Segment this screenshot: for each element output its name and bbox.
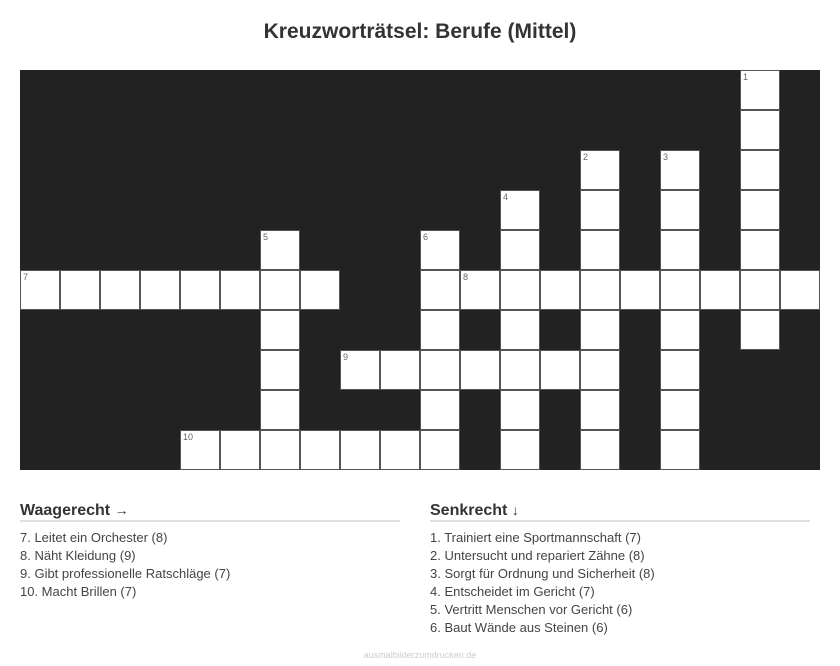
down-clue: 1. Trainiert eine Sportmannschaft (7) xyxy=(430,530,641,545)
page-title: Kreuzworträtsel: Berufe (Mittel) xyxy=(263,20,577,43)
crossword-cell[interactable] xyxy=(740,270,780,310)
crossword-cell[interactable] xyxy=(420,230,460,270)
crossword-cell[interactable] xyxy=(660,430,700,470)
down-clue-list xyxy=(430,529,810,637)
crossword-cell[interactable] xyxy=(140,270,180,310)
crossword-cell[interactable] xyxy=(260,390,300,430)
crossword-cell[interactable] xyxy=(220,430,260,470)
clue-number: 4 xyxy=(503,192,509,202)
down-clue: 2. Untersucht und repariert Zähne (8) xyxy=(430,548,645,563)
crossword-cell[interactable] xyxy=(580,310,620,350)
crossword-cell[interactable] xyxy=(20,270,60,310)
crossword-cell[interactable] xyxy=(580,430,620,470)
clue-number: 6 xyxy=(423,232,429,242)
crossword-cell[interactable] xyxy=(420,350,460,390)
crossword-cell[interactable] xyxy=(660,230,700,270)
crossword-cell[interactable] xyxy=(580,150,620,190)
crossword-cell[interactable] xyxy=(700,270,740,310)
crossword-cell[interactable] xyxy=(660,350,700,390)
crossword-cell[interactable] xyxy=(180,270,220,310)
clue-number: 2 xyxy=(583,152,589,162)
crossword-cell[interactable] xyxy=(260,310,300,350)
clue-number: 1 xyxy=(743,72,749,82)
arrow-right-icon: → xyxy=(114,502,129,518)
down-heading xyxy=(430,500,810,520)
crossword-cell[interactable] xyxy=(260,270,300,310)
crossword-cell[interactable] xyxy=(60,270,100,310)
crossword-cell[interactable] xyxy=(460,270,500,310)
crossword-cell[interactable] xyxy=(580,230,620,270)
crossword-cell[interactable] xyxy=(740,70,780,110)
crossword-cell[interactable] xyxy=(580,350,620,390)
crossword-cell[interactable] xyxy=(660,190,700,230)
crossword-cell[interactable] xyxy=(660,150,700,190)
down-clue: 3. Sorgt für Ordnung und Sicherheit (8) xyxy=(430,566,655,581)
crossword-cell[interactable] xyxy=(540,350,580,390)
footer-credit: ausmalbilderzumdrucken.de xyxy=(363,650,477,660)
crossword-cell[interactable] xyxy=(460,350,500,390)
crossword-cell[interactable] xyxy=(420,270,460,310)
crossword-cell[interactable] xyxy=(740,110,780,150)
crossword-cell[interactable] xyxy=(660,310,700,350)
down-heading-label: Senkrecht xyxy=(430,502,508,519)
crossword-grid xyxy=(20,70,820,470)
crossword-cell[interactable] xyxy=(540,270,580,310)
crossword-cell[interactable] xyxy=(260,430,300,470)
crossword-cell[interactable] xyxy=(420,310,460,350)
divider xyxy=(20,520,400,522)
crossword-cell[interactable] xyxy=(780,270,820,310)
arrow-down-icon: ↓ xyxy=(511,502,519,518)
across-clue: 8. Näht Kleidung (9) xyxy=(20,548,136,563)
across-heading-label: Waagerecht xyxy=(20,502,111,519)
across-clue-list xyxy=(20,529,400,601)
crossword-cell[interactable] xyxy=(340,350,380,390)
across-heading xyxy=(20,500,400,520)
crossword-cell[interactable] xyxy=(500,270,540,310)
across-clues-section xyxy=(20,500,400,601)
crossword-cell[interactable] xyxy=(580,390,620,430)
across-clue: 7. Leitet ein Orchester (8) xyxy=(20,530,168,545)
across-clue: 9. Gibt professionelle Ratschläge (7) xyxy=(20,566,231,581)
crossword-cell[interactable] xyxy=(580,190,620,230)
crossword-cell[interactable] xyxy=(660,270,700,310)
crossword-cell[interactable] xyxy=(500,230,540,270)
crossword-cell[interactable] xyxy=(220,270,260,310)
clue-number: 9 xyxy=(343,352,349,362)
crossword-cell[interactable] xyxy=(740,190,780,230)
crossword-cell[interactable] xyxy=(380,430,420,470)
crossword-cell[interactable] xyxy=(180,430,220,470)
across-clue: 10. Macht Brillen (7) xyxy=(20,584,137,599)
crossword-cell[interactable] xyxy=(100,270,140,310)
crossword-cell[interactable] xyxy=(500,310,540,350)
clue-number: 10 xyxy=(183,432,194,442)
crossword-cell[interactable] xyxy=(260,230,300,270)
crossword-cell[interactable] xyxy=(500,350,540,390)
down-clue: 5. Vertritt Menschen vor Gericht (6) xyxy=(430,602,633,617)
crossword-cell[interactable] xyxy=(340,430,380,470)
clue-number: 8 xyxy=(463,272,469,282)
divider xyxy=(430,520,810,522)
crossword-cell[interactable] xyxy=(420,390,460,430)
crossword-cell[interactable] xyxy=(740,310,780,350)
down-clue: 4. Entscheidet im Gericht (7) xyxy=(430,584,595,599)
crossword-cell[interactable] xyxy=(740,150,780,190)
crossword-cell[interactable] xyxy=(380,350,420,390)
crossword-cell[interactable] xyxy=(260,350,300,390)
crossword-cell[interactable] xyxy=(660,390,700,430)
clue-number: 3 xyxy=(663,152,669,162)
crossword-cell[interactable] xyxy=(620,270,660,310)
crossword-cell[interactable] xyxy=(420,430,460,470)
crossword-cell[interactable] xyxy=(300,270,340,310)
crossword-cell[interactable] xyxy=(500,190,540,230)
down-clues-section xyxy=(430,500,810,637)
crossword-cell[interactable] xyxy=(580,270,620,310)
crossword-cell[interactable] xyxy=(740,230,780,270)
clue-number: 7 xyxy=(23,272,29,282)
clue-number: 5 xyxy=(263,232,269,242)
down-clue: 6. Baut Wände aus Steinen (6) xyxy=(430,620,608,635)
crossword-cell[interactable] xyxy=(500,390,540,430)
crossword-cell[interactable] xyxy=(500,430,540,470)
crossword-cell[interactable] xyxy=(300,430,340,470)
